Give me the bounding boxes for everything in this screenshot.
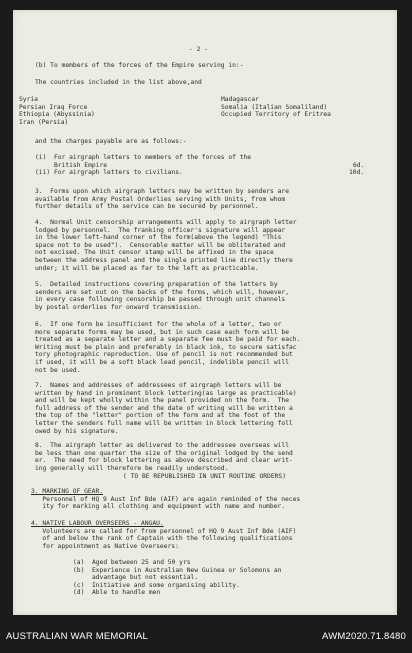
text-line: owed by his signature. <box>35 427 119 435</box>
document-page <box>13 10 397 615</box>
text-line: between the address panel and the single printed line directly there <box>35 256 293 264</box>
archive-footer <box>0 622 412 653</box>
countries-right-list <box>221 96 331 119</box>
text-line: treated as a separate letter and a separate fee must be paid for each. <box>35 336 301 344</box>
text-line: 6. If one form be insufficient for the whole of a letter, two or <box>35 321 282 328</box>
text-line: in every case following censorship be passed through unit channels <box>35 296 286 304</box>
text-line: Personnel of HQ 9 Aust Inf Bde (AIF) are again reminded of the neces <box>31 495 301 503</box>
country-item: Persian Iraq Force <box>19 103 88 111</box>
text-line: if used, it will be a soft black lead pencil, indelible pencil will <box>35 358 290 366</box>
text-line: be less than one quarter the size of the original lodged by the send <box>35 449 293 457</box>
item-heading: 4. NATIVE LABOUR OVERSEERS - ANGAU. <box>31 520 164 527</box>
list-item: advantage but not essential. <box>73 574 199 582</box>
text-line: not be used. <box>35 366 81 374</box>
text-line: available from Army Postal Orderlies serving with Units, from whom <box>35 195 286 203</box>
text-line: under; it will be placed as far to the left as practicable. <box>35 264 259 272</box>
text-line: 4. Normal Unit censorship arrangements will apply to airgraph letter <box>35 219 297 226</box>
text-line: for appointment as Native Overseers: <box>31 542 179 550</box>
republish-note: ( TO BE REPUBLISHED IN UNIT ROUTINE ORDERS) <box>123 473 287 480</box>
text-line: Writing must be plain and preferably in black ink, to secure satisfac <box>35 343 297 351</box>
text-line: 5. Detailed instructions covering preparation of the letters by <box>35 281 278 288</box>
charge-line: British Empire <box>35 161 108 169</box>
charge-line: (ii) For airgraph letters to civilians. <box>35 169 183 177</box>
country-item: Syria <box>19 96 38 103</box>
charge-line: (i) For airgraph letters to members of the forces of the <box>35 154 252 161</box>
charges-intro: and the charges payable are as follows:- <box>35 138 187 145</box>
section-b: (b) To members of the forces of the Empire serving in:- <box>35 62 244 69</box>
paragraph-8 <box>35 442 293 472</box>
country-item: Madagascar <box>221 96 259 103</box>
text-line: tory photographic reproduction. Use of pencil is not recommended but <box>35 351 293 359</box>
text-line: er. The need for block lettering as above described and clear writ- <box>35 457 293 465</box>
paragraph-4 <box>35 219 297 272</box>
item-3-marking-of-gear <box>31 488 300 511</box>
footer-institution: AUSTRALIAN WAR MEMORIAL <box>6 631 149 642</box>
text-line: in the lower left-hand corner of the form(above the legend) "This <box>35 234 282 242</box>
list-item: (d) Able to handle men <box>73 589 161 597</box>
text-line: letter the senders full name will be written in block lettering foll <box>35 419 293 427</box>
item-4-native-labour <box>31 520 296 550</box>
text-line: of and below the rank of Captain with the following qualifications <box>31 535 293 543</box>
list-item: (b) Experience in Australian New Guinea or Solomons an <box>73 566 282 574</box>
text-line: ing generally will therefore be readily understood. <box>35 464 229 472</box>
text-line: more separate forms may be used, but in such case each form will be <box>35 328 290 336</box>
list-item: (c) Initiative and some organising ability. <box>73 581 240 589</box>
countries-left-list <box>19 96 95 126</box>
qualifications-list <box>73 559 282 597</box>
text-line: 3. Forms upon which airgraph letters may be written by senders are <box>35 188 290 195</box>
text-line: Volunteers are called for from personnel of HQ 9 Aust Inf Bde (AIF) <box>31 527 297 535</box>
footer-accession-number: AWM2020.71.8480 <box>322 631 406 642</box>
charges-list <box>35 154 385 177</box>
page-number: - 2 - <box>189 46 208 53</box>
text-line: written by hand in prominent block lettering(as large as practicable) <box>35 389 297 397</box>
text-line: not excised. The Unit censor stamp will be affixed in the space <box>35 249 274 257</box>
text-line: 7. Names and addresses of addressees of airgraph letters will be <box>35 382 282 389</box>
item-heading: 3. MARKING OF GEAR. <box>31 488 104 495</box>
countries-intro: The countries included in the list above,and <box>35 79 202 86</box>
country-item: Ethiopia (Abyssinia) <box>19 111 95 119</box>
text-line: ity for marking all clothing and equipment with name and number. <box>31 503 286 511</box>
text-line: full address of the sender and the date of writing will be written a <box>35 404 293 412</box>
text-line: by postal orderlies for onward transmission. <box>35 303 202 311</box>
text-line: the top of the "letter" portion of the form and at the foot of the <box>35 412 286 420</box>
text-line: space not to be used"). Censorable matter will be obliterated and <box>35 241 286 249</box>
paragraph-5 <box>35 281 289 311</box>
text-line: senders are set out on the backs of the forms, which will, however, <box>35 288 290 296</box>
text-line: lodged by personnel. The franking officer's signature will appear <box>35 226 286 234</box>
text-line: 8. The airgraph letter as delivered to the addressee overseas will <box>35 442 290 449</box>
charge-price: 10d. <box>349 169 365 177</box>
paragraph-7 <box>35 382 297 435</box>
charge-price: 6d. <box>353 161 365 169</box>
country-item: Occupied Territory of Eritrea <box>221 111 331 119</box>
list-item: (a) Aged between 25 and 50 yrs <box>73 559 191 566</box>
text-line: further details of the service can be secured by personnel. <box>35 203 259 211</box>
text-line: and will be kept wholly within the panel provided on the form. The <box>35 397 290 405</box>
country-item: Iran (Persia) <box>19 118 69 126</box>
paragraph-3 <box>35 188 289 211</box>
country-item: Somalia (Italian Somaliland) <box>221 103 328 111</box>
paragraph-6 <box>35 321 300 374</box>
